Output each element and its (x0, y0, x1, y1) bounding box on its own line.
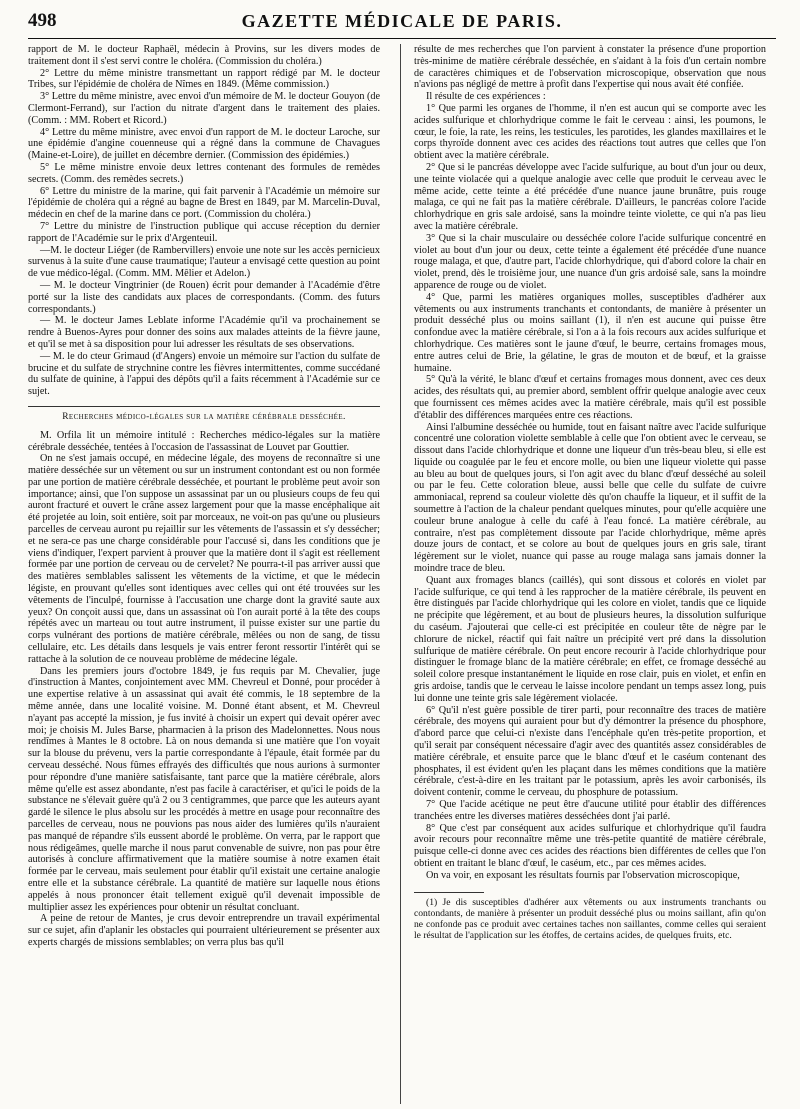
footnote-rule (414, 892, 484, 893)
correspondence-item: 3° Lettre du même ministre, avec envoi d'un mémoire de M. le docteur Gouyon (de Clermont-Ferrand), sur l'action du nitrate d'argent dans le traitement des plaies. (Comm. : MM. Robert et Ricord.) (28, 91, 380, 126)
section-title: Recherches médico-légales sur la matière cérébrale desséchée. (28, 406, 380, 424)
page-number: 498 (28, 10, 57, 31)
article-paragraph: 5° Qu'à la vérité, le blanc d'œuf et certains fromages mous donnent, avec ces deux acides, des résultats qui, au premier abord, semblent offrir quelque analogie avec ceux que fournissent ces mêmes acides avec la matière cérébrale, mais qu'il est possible d'établir des différences marquées entre ces réactions. (414, 374, 766, 421)
article-paragraph: 2° Que si le pancréas développe avec l'acide sulfurique, au bout d'un jour ou deux, une teinte violacée qui a quelque analogie avec celle que produit le cerveau avec le même acide, cette teinte a été précédée d'une nuance jaune brunâtre, puis rouge malaga, ce qui ne fait pas la matière cérébrale. D'ailleurs, le pancréas colore l'acide chlorhydrique en gris sale ardoisé, sans la moindre teinte violette, ce qui n'a pas lieu avec la matière cérébrale. (414, 161, 766, 232)
correspondence-item: rapport de M. le docteur Raphaël, médecin à Provins, sur les divers modes de traitement dont il s'est servi contre le choléra. (Commission du choléra.) (28, 44, 380, 67)
article-paragraph: 7° Que l'acide acétique ne peut être d'aucune utilité pour établir des différences tranchées entre les diverses matières desséchées dont j'ai parlé. (414, 799, 766, 822)
article-paragraph: Il résulte de ces expériences : (426, 91, 546, 103)
footnote: (1) Je dis susceptibles d'adhérer aux vêtements ou aux instruments tranchants ou contondants, de manière à présenter un produit desséché plus ou moins saillant, afin qu'on ne confonde pas ce produit avec certaines taches non saillantes, comme celles qui seraient le résultat de l'application sur les étoffes, de certains acides, de quelques fruits, etc. (414, 896, 766, 942)
correspondence-item: — M. le docteur James Leblate informe l'Académie qu'il va prochainement se rendre à Buenos-Ayres pour donner des soins aux malades atteints de la fièvre jaune, et qu'il se met à sa disposition pour lui adresser les résultats de ses observations. (28, 315, 380, 350)
correspondence-item: 2° Lettre du même ministre transmettant un rapport rédigé par M. le docteur Tribes, sur l'épidémie de choléra de Nîmes en 1849. (Même commission.) (28, 67, 380, 91)
article-paragraph: 3° Que si la chair musculaire ou desséchée colore l'acide sulfurique concentré en violet au bout d'un jour ou deux, cette teinte a également été précédée d'une nuance rouge malaga, et que, d'autre part, l'acide chlorhydrique, qui d'abord colore la chair en violet, prend, dès le troisième jour, une nuance d'un gris ardoisé sale, sans la moindre apparence de rouge ou de violet. (414, 232, 766, 291)
correspondence-item: 5° Le même ministre envoie deux lettres contenant des formules de remèdes secrets. (Comm. des remèdes secrets.) (28, 161, 380, 185)
article-paragraph: Dans les premiers jours d'octobre 1849, je fus requis par M. Chevalier, juge d'instruction à Mantes, conjointement avec MM. Chevreul et Donné, pour procéder à une expertise relative à un assassinat qui avait été commis, le 18 septembre de la même année, dans une localité voisine. M. Donné étant absent, et M. Chevreul n'ayant pas accepté la mission, je fus invité à choisir un expert qui devait opérer avec moi; je choisis M. Jules Barse, pharmacien à la prison des Madelonnettes. Nous nous rendîmes à Mantes le 8 octobre. Là on nous demanda si une matière que l'on voyait sur la blouse du prévenu, vers la partie correspondante à l'épaule, était formée par du cerveau desséché. Nous fûmes effrayés des difficultés que nous aurions à surmonter pour répondre d'une manière satisfaisante, tant parce que la matière cérébrale, alors même qu'elle est assez abondante, n'est pas facile à caractériser, et qu'ici le poids de la substance ne s'élevait guère qu'à 2 ou 3 centigrammes, que parce que les auteurs ayant gardé le silence le plus absolu sur les procédés à mettre en usage pour reconnaître des parcelles de cerveau, nous ne pouvions pas nous aider des lumières qu'ils n'auraient pas manqué de répandre s'ils eussent abordé le problème. On verra, par le rapport que nous rédigeâmes, quelle marche il nous parut convenable de suivre, non pas pour être autorisés à conclure affirmativement que la matière soumise à notre examen était formée par le cerveau, mais seulement pour établir qu'il existait une certaine analogie entre elle et la substance cérébrale. La quantité de matière sur laquelle nous étions appelés à nous prononcer était tellement exiguë qu'il devenait impossible de multiplier assez les expériences pour obtenir un résultat concluant. (28, 665, 380, 913)
article-body-right (414, 44, 766, 882)
correspondence-item: 4° Lettre du même ministre, avec envoi d'un rapport de M. le docteur Laroche, sur une épidémie d'angine couenneuse qui a régné dans la commune de Chavagues (Maine-et-Loire), de juillet en décembre dernier. (Commission des épidémies.) (28, 126, 380, 162)
article-paragraph: 4° Que, parmi les matières organiques molles, susceptibles d'adhérer aux vêtements ou aux instruments tranchants et contondants, de manière à présenter un produit desséché plus ou moins saillant (1), il n'en est aucune qui puisse être confondue avec la matière cérébrale, si l'on a à la fois recours aux acides sulfurique et chlorhydrique. Ces matières sont le jaune d'œuf, le beurre, certains fromages mous, entre autres celui de Brie, la gélatine, le gras de mouton et de bœuf, et la graisse humaine. (414, 291, 766, 374)
article-paragraph: Ainsi l'albumine desséchée ou humide, tout en faisant naître avec l'acide sulfurique concentré une coloration violette semblable à celle que l'on obtient avec le cerveau, se dissout dans l'acide chlorhydrique et donne une liqueur d'un très-beau bleu, si elle est liquide ou coagulée par le feu et encore molle, ou bien une liqueur violette qui passe au bleu au bout de quelques jours, si l'on agit avec du blanc d'œuf desséché au soleil ou par le feu. Cette coloration bleue, aussi belle que celle du sulfate de cuivre ammoniacal, reprend sa couleur violette dès qu'on chauffe la liqueur, et il suffit de la soumettre à l'action de la chaleur pendant quelques minutes, pour qu'elle acquière une couleur brune analogue à celle du café à l'eau foncé. La matière cérébrale, au contraire, n'est pas complètement dissoute par l'acide chlorhydrique, même après douze jours de contact, et se colore au bout de quelques jours en gris sale, tirant légèrement sur le violet, nuance qui passe au rouge malaga sans jamais donner la moindre trace de bleu. (414, 421, 766, 575)
correspondence-item: 6° Lettre du ministre de la marine, qui fait parvenir à l'Académie un mémoire sur l'épidémie de choléra qui a régné au bagne de Brest en 1849, par M. Marcelin-Duval, médecin en chef de la marine dans ce port. (Commission du choléra.) (28, 185, 380, 221)
article-paragraph: On ne s'est jamais occupé, en médecine légale, des moyens de reconnaître si une matière desséchée sur un vêtement ou sur un instrument contondant est ou non formée par une portion de matière cérébrale desséchée, et pourtant le problème peut avoir son importance; ainsi, que l'on suppose un assassinat par un ou plusieurs coups de feu qui auront fracturé et ouvert le crâne assez largement pour que la masse encéphalique ait été projetée au loin, soit entière, soit par morceaux, ne voit-on pas qu'une ou plusieurs parcelles de cerveau auront pu rejaillir sur les vêtements de l'assassin et s'y dessécher; et ne sera-ce pas une charge considérable pour l'accusé si, dans les conditions que je viens d'indiquer, l'expert parvient à prouver que la matière dont il s'agit est réellement formée par une portion de cerveau ou de cervelet? Ne pourra-t-il pas arriver aussi que des matières semblables salissent les vêtements de la victime, et que le médecin légiste, en prouvant qu'elles sont identiques avec celles qui ont été trouvées sur les vêtements de l'inculpé, fournisse à l'accusation une charge dont la gravité saute aux yeux? On conçoit aussi que, dans un assassinat où l'on aurait porté à la tête des coups répétés avec un marteau ou tout autre instrument, il puisse exister sur une partie du corps vulnérant des portions de matière cérébrale, mêlées ou non de sang, de tissu cellulaire, etc. Les détails dans lesquels je vais entrer feront ressortir l'intérêt qui se rattache à la solution de ce nouveau problème de médecine légale. (28, 453, 380, 665)
article-paragraph: Quant aux fromages blancs (caillés), qui sont dissous et colorés en violet par l'acide sulfurique, ce qui tend à les rapprocher de la matière cérébrale, ils peuvent en être distingués par l'acide chlorhydrique qui les colore en violet, tandis que ce liquide ne précipite que légèrement, et au bout de plusieurs heures, la dissolution sulfurique du caséum. J'ajouterai que celle-ci est précipitée en couleur tête de nègre par le chlorure de nickel, réactif qui fait naître un précipité vert pré dans la dissolution sulfurique de matière cérébrale. On peut encore recourir à l'acide chlorhydrique pour distinguer le fromage blanc de la matière cérébrale; en effet, ce fromage desséché au soleil colore presque instantanément le liquide en rose clair, puis en violet, et enfin en gris ardoise, tandis que le cerveau le laisse incolore pendant un temps assez long, puis lui donne une teinte gris sale légèrement violacée. (414, 574, 766, 704)
correspondence-item: 7° Lettre du ministre de l'instruction publique qui accuse réception du dernier rapport de l'Académie sur le prix d'Argenteuil. (28, 220, 380, 244)
page-header (28, 10, 776, 39)
left-column (28, 44, 380, 1104)
right-column (414, 44, 766, 1104)
article-paragraph: 8° Que c'est par conséquent aux acides sulfurique et chlorhydrique qu'il faudra avoir recours pour reconnaître même une très-petite quantité de matière cérébrale, puisque celle-ci donne avec ces acides des réactions bien différentes de celles que l'on obtient en traitant le blanc d'œuf, le caséum, etc., par ces mêmes acides. (414, 822, 766, 869)
correspondence-item: — M. le do cteur Grimaud (d'Angers) envoie un mémoire sur l'action du sulfate de brucine et du sulfate de strychnine contre les fièvres intermittentes, comme succédané du sulfate de quinine, à l'appui des dépôts qu'il a faits récemment à l'Académie sur ce sujet. (28, 350, 380, 398)
journal-title: GAZETTE MÉDICALE DE PARIS. (241, 11, 563, 31)
article-paragraph: 1° Que parmi les organes de l'homme, il n'en est aucun qui se comporte avec les acides sulfurique et chlorhydrique comme le fait le cerveau : ainsi, les poumons, le cœur, le foie, la rate, les reins, les testicules, les parotides, les glandes maxillaires et le corps thyroïde donnent avec ces acides des réactions tout autres que celles que l'on obtient avec la matière cérébrale. (414, 102, 766, 162)
article-body-left (28, 430, 380, 949)
article-paragraph: A peine de retour de Mantes, je crus devoir entreprendre un travail expérimental sur ce sujet, afin d'aplanir les obstacles qui pourraient ultérieurement se présenter aux experts chargés de missions semblables; on verra plus bas qu'il (28, 913, 380, 948)
article-paragraph: résulte de mes recherches que l'on parvient à constater la présence d'une proportion très-minime de matière cérébrale desséchée, en s'aidant à la fois d'un certain nombre de caractères chimiques et de l'observation microscopique, observation que nous n'avions pas négligé de mettre à profit dans l'expertise qui nous avait été confiée. (414, 44, 766, 91)
correspondence-item: — M. le docteur Vingtrinier (de Rouen) écrit pour demander à l'Académie d'être porté sur la liste des candidats aux places de correspondants. (Comm. des futurs correspondants.) (28, 279, 380, 315)
column-divider (400, 44, 401, 1104)
article-paragraph: On va voir, en exposant les résultats fournis par l'observation microscopique, (426, 869, 740, 881)
article-paragraph: 6° Qu'il n'est guère possible de tirer parti, pour reconnaître des traces de matière cérébrale, des moyens qui auraient pour but d'y démontrer la présence du phosphore, d'abord parce que celui-ci n'existe dans l'encéphale qu'en très-petite proportion, et qu'il serait par conséquent nécessaire d'agir avec des quantités assez considérables de matière cérébrale, et ensuite parce que le blanc d'œuf et le caséum contenant des phosphates, il est évident qu'en les plaçant dans les mêmes conditions que la matière cérébrale, c'est-à-dire en les traitant par le potassium, après les avoir carbonisés, ils doivent contenir, comme le cerveau, du phosphure de potassium. (414, 704, 766, 799)
correspondence-list (28, 44, 380, 398)
article-paragraph: M. Orfila lit un mémoire intitulé : Recherches médico-légales sur la matière cérébrale desséchée, tentées à l'occasion de l'assassinat de Louvet par Gouttier. (28, 429, 380, 453)
correspondence-item: —M. le docteur Liéger (de Rambervillers) envoie une note sur les accès pernicieux survenus à la suite d'une cause traumatique; l'auteur a envisagé cette question au point de vue médico-légal. (Comm. MM. Mêlier et Adelon.) (28, 244, 380, 280)
